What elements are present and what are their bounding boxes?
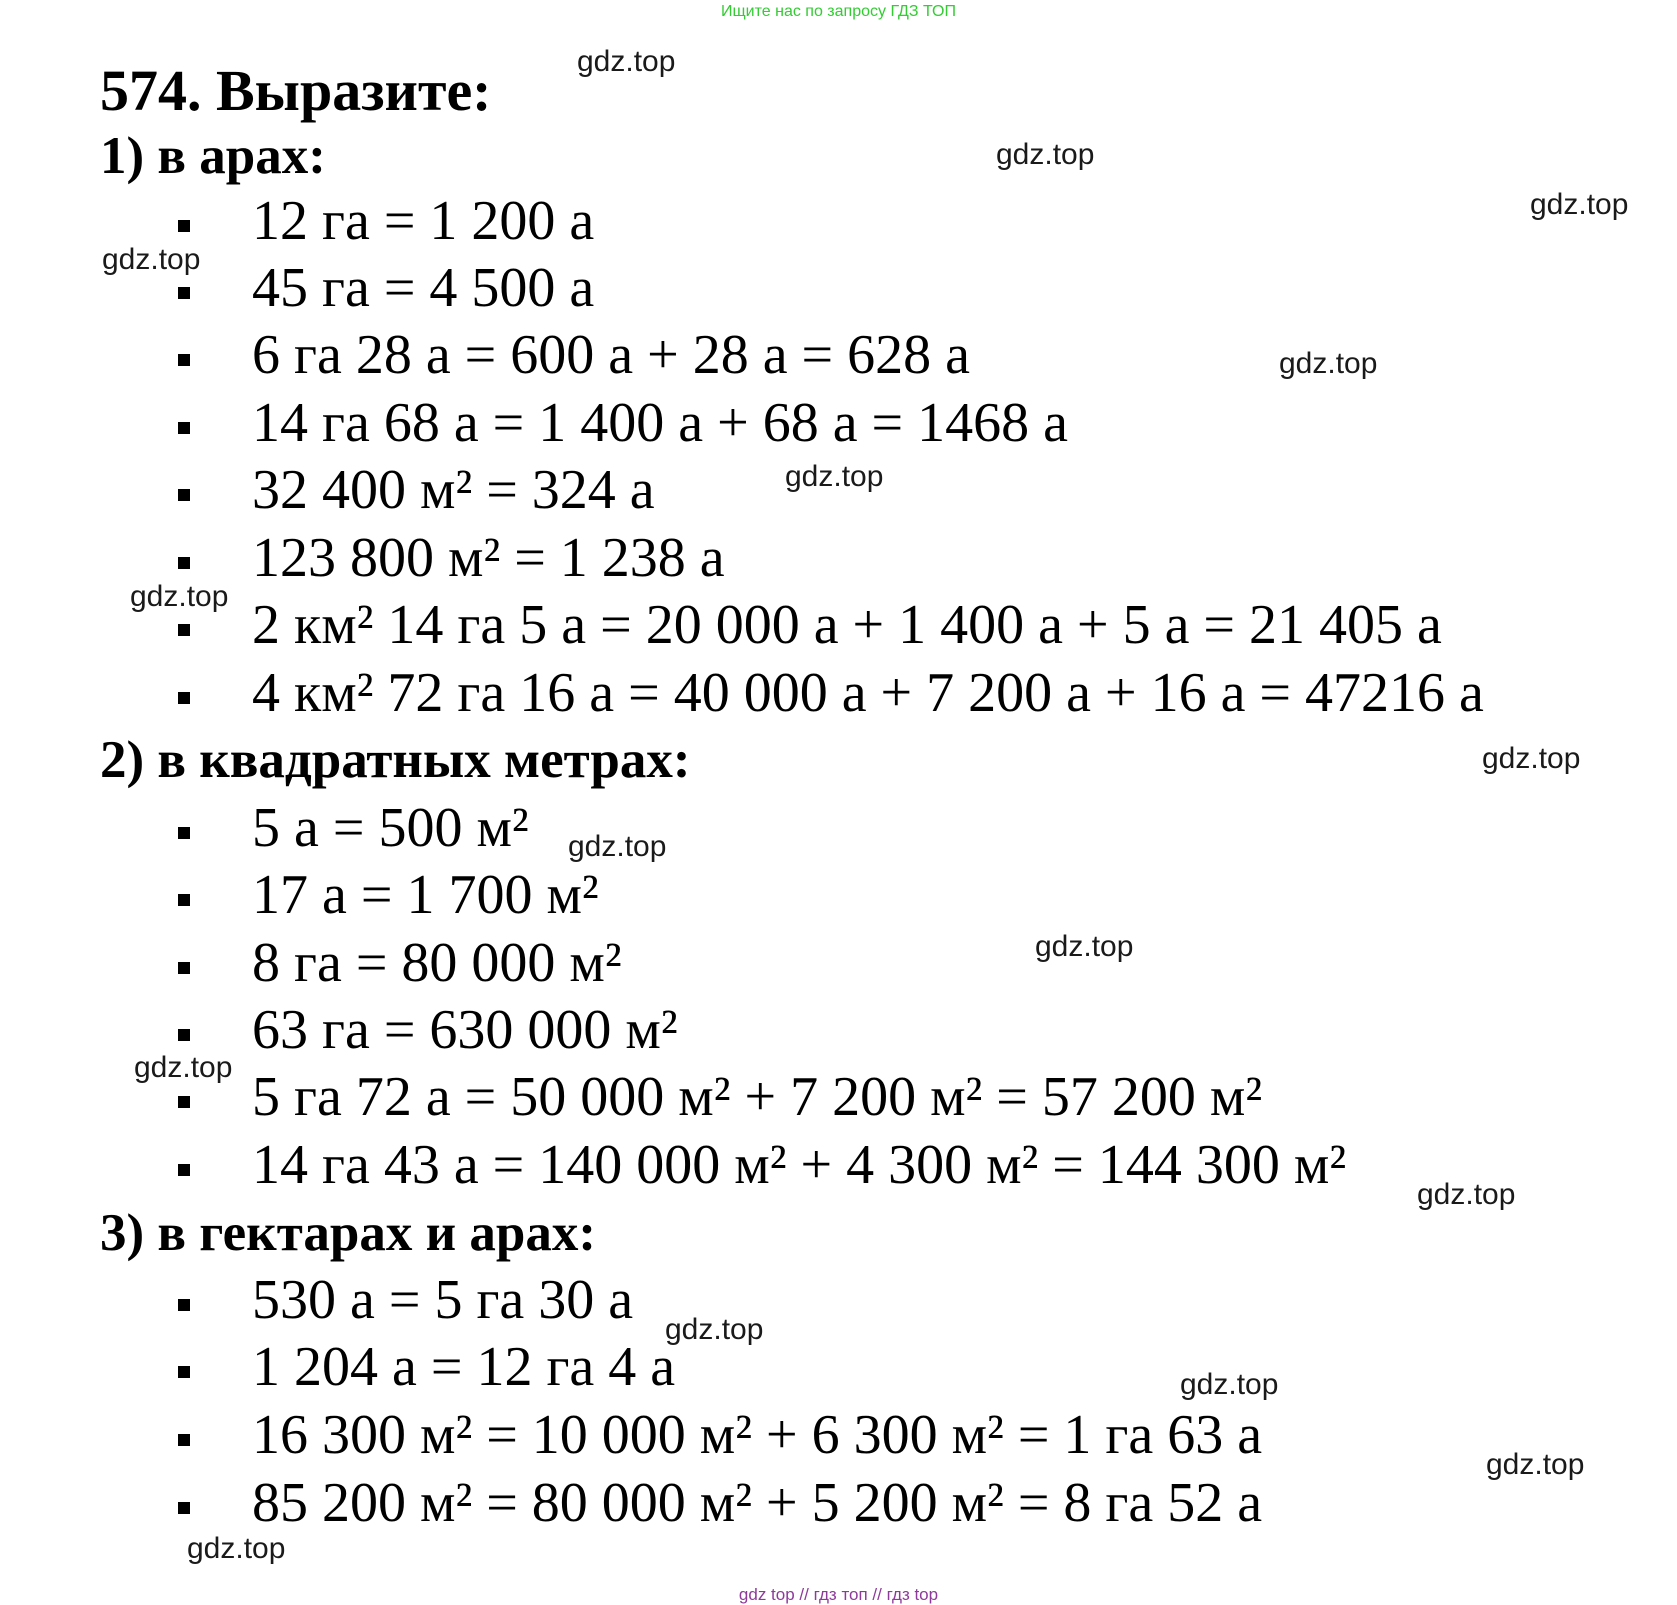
item-text: 123 800 м² = 1 238 а [252,527,725,589]
bullet-icon [178,894,190,906]
item-text: 85 200 м² = 80 000 м² + 5 200 м² = 8 га 52 а [252,1472,1263,1534]
section-heading-hectares-ares: 3) в гектарах и арах: [100,1204,597,1262]
bullet-icon [178,354,190,366]
bullet-icon [178,287,190,299]
bullet-icon [178,1164,190,1176]
bullet-icon [178,692,190,704]
footer-links: gdz top // гдз топ // гдз top [738,1585,939,1604]
watermark: gdz.top [102,243,201,276]
item-text: 6 га 28 а = 600 а + 28 а = 628 а [252,324,970,386]
bullet-icon [178,624,190,636]
bullet-icon [178,489,190,501]
watermark: gdz.top [1530,188,1629,221]
watermark: gdz.top [568,830,667,863]
watermark: gdz.top [1482,742,1581,775]
bullet-icon [178,1299,190,1311]
watermark: gdz.top [130,580,229,613]
item-text: 17 а = 1 700 м² [252,864,599,926]
watermark: gdz.top [1180,1368,1279,1401]
watermark: gdz.top [785,460,884,493]
bullet-icon [178,1366,190,1378]
watermark: gdz.top [665,1313,764,1346]
bullet-icon [178,220,190,232]
item-text: 12 га = 1 200 а [252,190,595,252]
bullet-icon [178,1434,190,1446]
bullet-icon [178,1502,190,1514]
item-text: 5 га 72 а = 50 000 м² + 7 200 м² = 57 200 м² [252,1066,1263,1128]
section-heading-square-meters: 2) в квадратных метрах: [100,731,691,789]
watermark: gdz.top [1279,347,1378,380]
item-text: 32 400 м² = 324 а [252,459,655,521]
bullet-icon [178,557,190,569]
bullet-icon [178,827,190,839]
section-heading-ares: 1) в арах: [100,127,326,185]
watermark: gdz.top [1486,1448,1585,1481]
watermark: gdz.top [577,45,676,78]
bullet-icon [178,1096,190,1108]
item-text: 1 204 а = 12 га 4 а [252,1336,676,1398]
item-text: 8 га = 80 000 м² [252,932,622,994]
top-search-note: Ищите нас по запросу ГДЗ ТОП [721,3,956,20]
watermark: gdz.top [996,138,1095,171]
bullet-icon [178,422,190,434]
bullet-icon [178,1029,190,1041]
item-text: 14 га 68 а = 1 400 а + 68 а = 1468 а [252,392,1068,454]
item-text: 45 га = 4 500 а [252,257,595,319]
page-title: 574. Выразите: [100,58,492,123]
watermark: gdz.top [187,1532,286,1565]
item-text: 2 км² 14 га 5 а = 20 000 а + 1 400 а + 5 а = 21 405 а [252,594,1442,656]
watermark: gdz.top [134,1051,233,1084]
item-text: 530 а = 5 га 30 а [252,1269,634,1331]
item-text: 5 а = 500 м² [252,797,529,859]
watermark: gdz.top [1035,930,1134,963]
item-text: 4 км² 72 га 16 а = 40 000 а + 7 200 а + 16 а = 47216 а [252,662,1484,724]
item-text: 14 га 43 а = 140 000 м² + 4 300 м² = 144 300 м² [252,1134,1347,1196]
bullet-icon [178,962,190,974]
item-text: 63 га = 630 000 м² [252,999,678,1061]
item-text: 16 300 м² = 10 000 м² + 6 300 м² = 1 га 63 а [252,1404,1263,1466]
watermark: gdz.top [1417,1178,1516,1211]
